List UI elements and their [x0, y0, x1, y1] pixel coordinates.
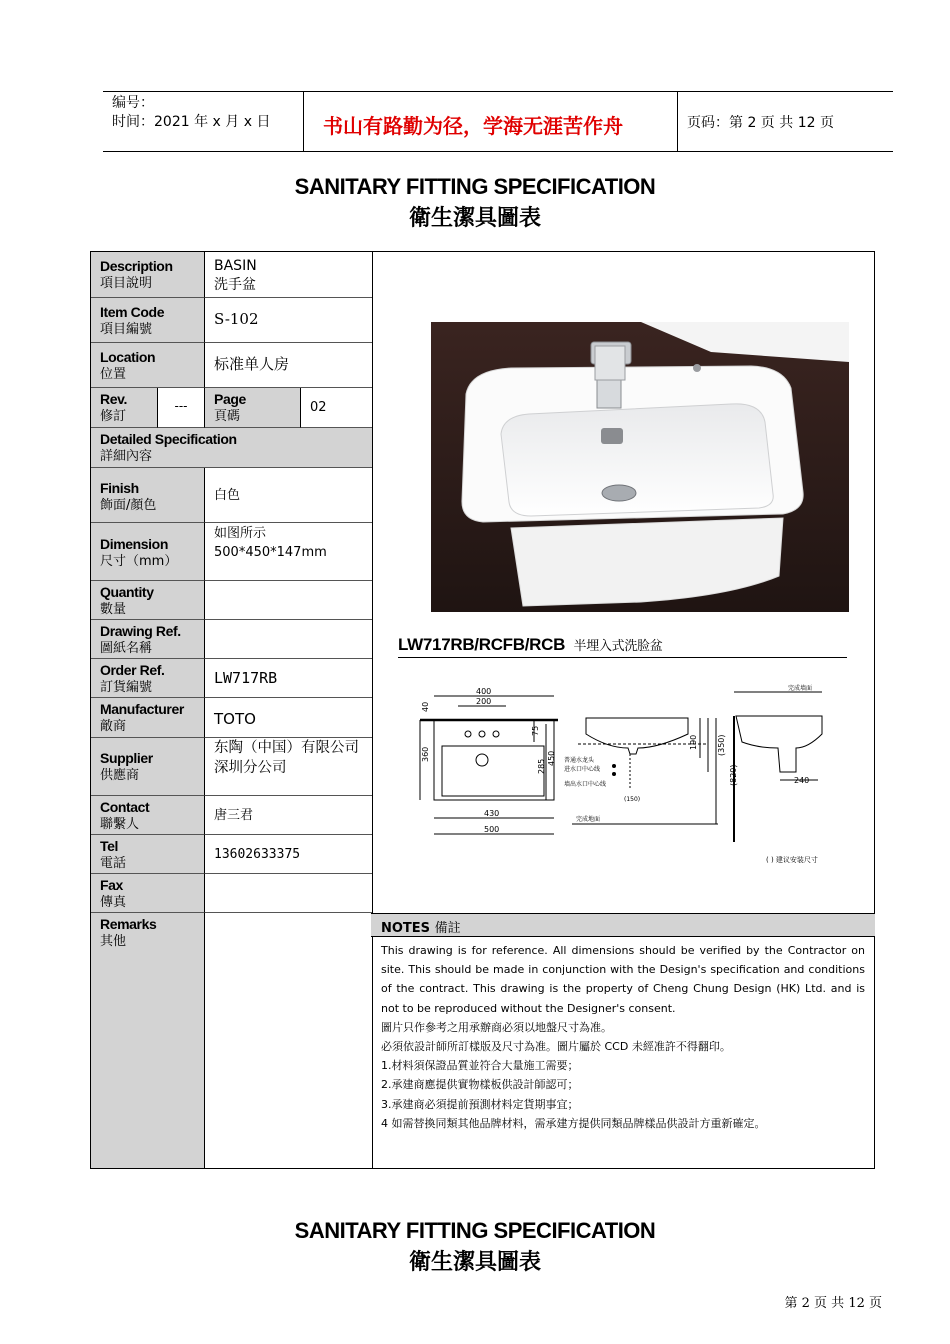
page-label: 页码：第 2 页 共 12 页 — [687, 115, 834, 131]
quantity-label: Quantity 數量 — [91, 581, 204, 620]
quantity-value — [204, 581, 372, 620]
drawing-ref-value — [204, 620, 372, 659]
header-top-rule — [103, 91, 893, 92]
dim-150: (150) — [624, 796, 641, 803]
drain-circle — [476, 754, 488, 766]
faucet-label: 普通水龙头 — [564, 757, 595, 764]
notes-line: 必須依設計師所訂樣版及尺寸為准。圖片屬於 CCD 未經准許不得翻印。 — [381, 1040, 731, 1054]
contact-label: Contact 聯繫人 — [91, 796, 204, 835]
drawing-ref-label: Drawing Ref. 圖紙名稱 — [91, 620, 204, 659]
dim-450: 450 — [547, 750, 556, 766]
column-divider — [372, 252, 373, 1168]
notes-line: This drawing is for reference. All dimensions should be verified by the Contractor on site. This should be made in conjunction with the Design's specification and conditions of the contract. This drawing is the property of Cheng Chung Design (HK) Ltd. and is not to be reproduced without the Designer's consent. — [381, 944, 865, 1015]
supplier-value: 东陶（中国）有限公司 深圳分公司 — [204, 738, 372, 796]
rev-label: Rev. 修訂 — [91, 388, 157, 428]
basin-section — [586, 718, 688, 754]
plan-inner — [442, 746, 544, 796]
inlet-label: 进水口中心线 — [564, 766, 601, 773]
notes-line: 1.材料須保證品質並符合大量施工需要； — [381, 1059, 579, 1073]
dim-40: 40 — [421, 701, 430, 712]
wall-label: 完成墙面 — [788, 685, 813, 692]
fax-label: Fax 傳真 — [91, 874, 204, 913]
dim-500: 500 — [484, 825, 500, 834]
footer-title-en: SANITARY FITTING SPECIFICATION — [294, 1218, 656, 1243]
order-ref-value: LW717RB — [204, 659, 372, 698]
drain-icon — [602, 485, 636, 501]
footer-title-zh: 衛生潔具圖表 — [408, 1249, 541, 1274]
location-label: Location 位置 — [91, 343, 204, 388]
remarks-label: Remarks 其他 — [91, 913, 204, 1168]
dim-200: 200 — [476, 697, 492, 706]
technical-drawing — [398, 662, 847, 874]
notes-line: 3.承建商必須提前預測材料定貨期事宜； — [381, 1097, 579, 1111]
dim-240: 240 — [794, 776, 810, 785]
dim-400: 400 — [476, 687, 492, 696]
notes-line: 4 如需替換同類其他品牌材料，需承建方提供同類品牌樣品供設計方重新確定。 — [381, 1116, 766, 1130]
inlet-dot — [612, 772, 616, 776]
page-row-value: 02 — [300, 388, 372, 428]
dimension-value: 如图所示 500*450*147mm — [204, 523, 372, 581]
footer-page-number: 第 2 页 共 12 页 — [784, 1296, 882, 1311]
number-label: 编号： — [112, 95, 154, 111]
dim-350: (350) — [717, 734, 726, 756]
description-value: BASIN 洗手盆 — [204, 252, 372, 298]
rev-value: --- — [157, 388, 204, 428]
detailed-spec-label: Detailed Specification 詳細內容 — [91, 428, 372, 468]
side-elevation — [734, 692, 822, 842]
header-divider — [677, 91, 678, 151]
motto: 书山有路勤为径，学海无涯苦作舟 — [323, 114, 623, 138]
tel-label: Tel 電話 — [91, 835, 204, 874]
install-note: ( ) 建议安装尺寸 — [766, 856, 818, 864]
location-value: 标准单人房 — [204, 343, 372, 388]
faucet-spout-icon — [595, 346, 625, 380]
item-code-label: Item Code 項目編號 — [91, 298, 204, 343]
notes-line: 2.承建商應提供實物樣板供設計師認可； — [381, 1078, 579, 1092]
page-row-label: Page 頁碼 — [204, 388, 300, 428]
description-label: Description 項目說明 — [91, 252, 204, 298]
header-divider — [303, 91, 304, 151]
order-ref-label: Order Ref. 訂貨編號 — [91, 659, 204, 698]
tap-hole-icon — [693, 364, 701, 372]
tap-hole — [493, 731, 499, 737]
tap-hole — [465, 731, 471, 737]
contact-value: 唐三君 — [204, 796, 372, 835]
dim-430: 430 — [484, 809, 500, 818]
finish-value: 白色 — [204, 468, 372, 523]
tap-hole — [479, 731, 485, 737]
basin-bowl — [501, 404, 773, 516]
model-rule — [398, 657, 847, 658]
notes-line: 圖片只作參考之用承辦商必須以地盤尺寸為准。 — [381, 1020, 612, 1034]
dim-75: 75 — [531, 725, 540, 736]
basin-photo — [431, 322, 849, 612]
remarks-divider — [204, 913, 205, 1168]
dim-360: 360 — [421, 746, 430, 762]
dim-285: 285 — [537, 758, 546, 774]
inlet-dot — [612, 764, 616, 768]
header-bottom-rule — [103, 151, 893, 152]
notes-body — [381, 941, 865, 1133]
title-zh: 衛生潔具圖表 — [408, 205, 541, 230]
manufacturer-value: TOTO — [204, 698, 372, 738]
title-en: SANITARY FITTING SPECIFICATION — [294, 174, 656, 199]
overflow-icon — [601, 428, 623, 444]
fax-value — [204, 874, 372, 913]
outlet-label: 墙出水口中心线 — [564, 781, 607, 788]
tel-value: 13602633375 — [204, 835, 372, 874]
supplier-label: Supplier 供應商 — [91, 738, 204, 796]
item-code-value: S-102 — [204, 298, 372, 343]
notes-heading: NOTES 備註 — [371, 913, 875, 937]
model-title: LW717RB/RCFB/RCB 半埋入式洗脸盆 — [398, 635, 663, 654]
dim-820: (820) — [729, 764, 738, 786]
time-label: 时间：2021 年 x 月 x 日 — [112, 114, 271, 130]
manufacturer-label: Manufacturer 敵商 — [91, 698, 204, 738]
side-section — [736, 716, 822, 772]
dim-190: 190 — [689, 734, 698, 750]
finish-label: Finish 飾面/顏色 — [91, 468, 204, 523]
dimension-label: Dimension 尺寸（mm） — [91, 523, 204, 581]
floor-label: 完成地面 — [576, 816, 601, 823]
